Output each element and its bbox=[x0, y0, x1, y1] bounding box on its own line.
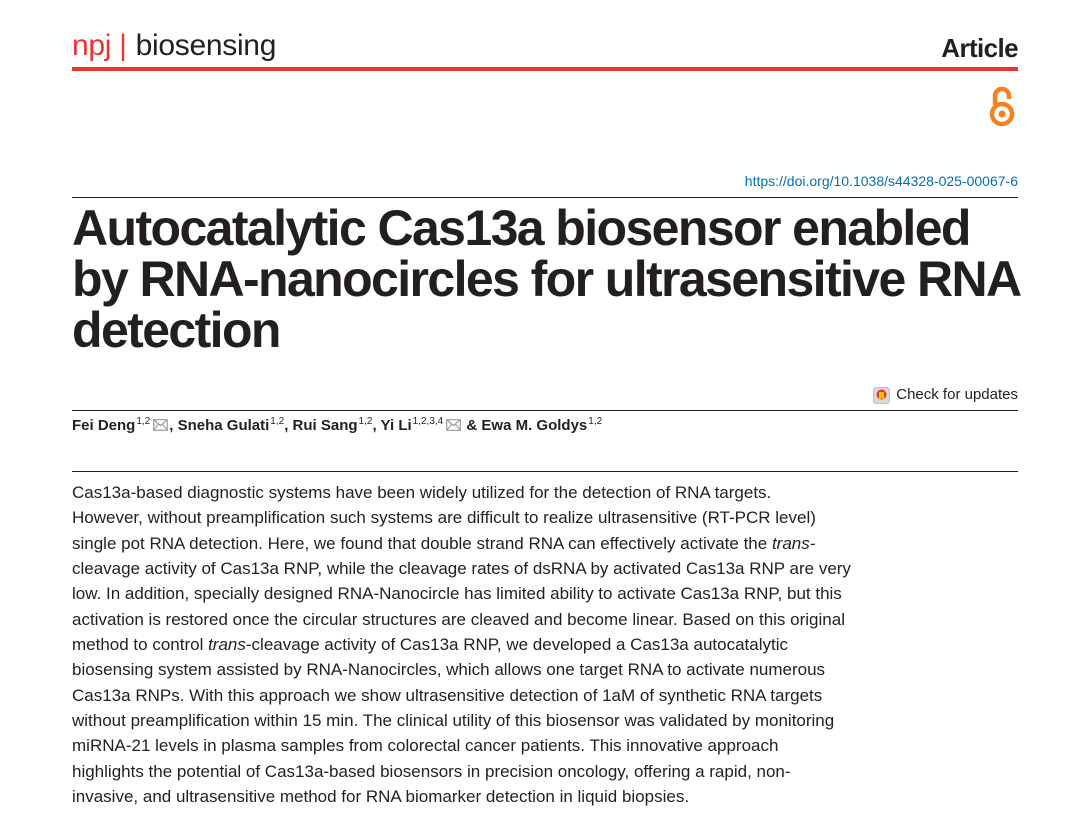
abstract-text: single pot RNA detection. Here, we found that double strand RNA can effectively activate the bbox=[72, 533, 772, 553]
abstract-line bbox=[72, 581, 851, 606]
title-line: detection bbox=[72, 302, 280, 358]
title-line: by RNA-nanocircles for ultrasensitive RNA bbox=[72, 251, 1021, 307]
article-title bbox=[72, 200, 1021, 358]
check-for-updates-icon bbox=[873, 387, 890, 404]
author-affiliations[interactable]: 1,2,3,4 bbox=[412, 416, 444, 427]
journal-name: biosensing bbox=[135, 29, 277, 62]
author-name[interactable]: Yi Li bbox=[380, 417, 412, 434]
abstract-text: invasive, and ultrasensitive method for RNA biomarker detection in liquid biopsies. bbox=[72, 786, 690, 806]
author-affiliations[interactable]: 1,2 bbox=[270, 416, 285, 427]
abstract-line bbox=[72, 733, 851, 758]
check-for-updates-button[interactable] bbox=[873, 386, 1018, 404]
abstract-text: Cas13a RNPs. With this approach we show ultrasensitive detection of 1aM of synthetic RNA targets bbox=[72, 685, 823, 705]
journal-masthead bbox=[72, 31, 276, 61]
abstract-line bbox=[72, 632, 851, 657]
doi-divider bbox=[72, 197, 1018, 198]
doi-link[interactable]: https://doi.org/10.1038/s44328-025-00067-6 bbox=[744, 173, 1018, 189]
envelope-icon[interactable] bbox=[153, 418, 168, 430]
abstract-text: However, without preamplification such systems are difficult to realize ultrasensitive (RT-PCR level) bbox=[72, 508, 816, 528]
abstract-text: miRNA-21 levels in plasma samples from colorectal cancer patients. This innovative approach bbox=[72, 736, 779, 756]
abstract-text: highlights the potential of Cas13a-based biosensors in precision oncology, offering a rapid, non- bbox=[72, 761, 791, 781]
authors-top-divider bbox=[72, 410, 1018, 411]
author-separator: , bbox=[284, 417, 293, 434]
abstract-line bbox=[72, 708, 851, 733]
abstract-italic-text: trans- bbox=[771, 533, 816, 553]
abstract-text: method to control bbox=[72, 634, 209, 654]
abstract-line bbox=[72, 480, 851, 505]
author-separator: , bbox=[372, 417, 381, 434]
abstract-line bbox=[72, 759, 851, 784]
journal-prefix: npj bbox=[72, 29, 112, 62]
abstract-italic-text: trans bbox=[208, 634, 246, 654]
abstract-top-divider bbox=[72, 471, 1018, 472]
abstract-text: without preamplification within 15 min. The clinical utility of this biosensor was validated by monitoring bbox=[72, 710, 835, 730]
abstract-line bbox=[72, 607, 851, 632]
abstract-line bbox=[72, 505, 851, 530]
abstract-text: activation is restored once the circular structures are cleaved and become linear. Based on this original bbox=[72, 609, 845, 629]
abstract-line bbox=[72, 556, 851, 581]
author-separator: & bbox=[462, 417, 482, 434]
journal-separator: | bbox=[119, 29, 127, 62]
author-affiliations[interactable]: 1,2 bbox=[588, 416, 603, 427]
abstract-line bbox=[72, 683, 851, 708]
article-type: Article bbox=[941, 33, 1018, 63]
author-name[interactable]: Fei Deng bbox=[72, 417, 136, 434]
abstract-text: Cas13a-based diagnostic systems have been widely utilized for the detection of RNA targets. bbox=[72, 483, 772, 502]
abstract-line bbox=[72, 531, 851, 556]
author-separator: , bbox=[169, 417, 178, 434]
check-for-updates-label: Check for updates bbox=[896, 386, 1018, 403]
abstract bbox=[72, 480, 851, 809]
author-name[interactable]: Rui Sang bbox=[292, 417, 358, 434]
abstract-text: -cleavage activity of Cas13a RNP, we developed a Cas13a autocatalytic bbox=[245, 634, 788, 654]
abstract-text: biosensing system assisted by RNA-Nanocircles, which allows one target RNA to activate numerous bbox=[72, 660, 826, 680]
author-affiliations[interactable]: 1,2 bbox=[358, 416, 373, 427]
envelope-icon[interactable] bbox=[446, 418, 461, 430]
abstract-text: cleavage activity of Cas13a RNP, while the cleavage rates of dsRNA by activated Cas13a RNP are very bbox=[72, 558, 851, 578]
abstract-line bbox=[72, 657, 851, 682]
open-access-icon bbox=[987, 83, 1017, 127]
author-name[interactable]: Ewa M. Goldys bbox=[481, 417, 588, 434]
header-rule bbox=[72, 67, 1018, 71]
abstract-line bbox=[72, 784, 851, 809]
author-affiliations[interactable]: 1,2 bbox=[136, 416, 151, 427]
title-line: Autocatalytic Cas13a biosensor enabled bbox=[72, 200, 970, 256]
author-name[interactable]: Sneha Gulati bbox=[177, 417, 270, 434]
author-list bbox=[72, 417, 602, 435]
abstract-text: low. In addition, specially designed RNA-Nanocircle has limited ability to activate Cas13a RNP, but this bbox=[72, 584, 842, 604]
